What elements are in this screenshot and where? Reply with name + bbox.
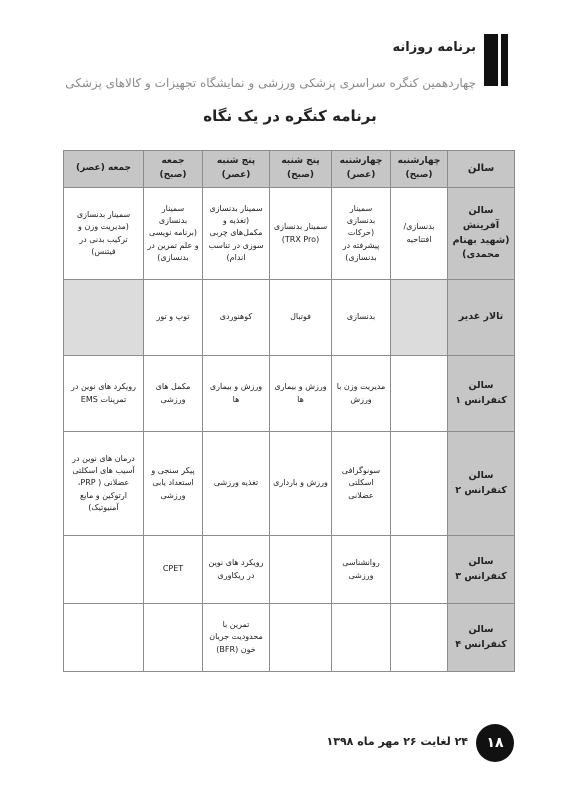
column-header: پنج شنبه (عصر)	[203, 151, 270, 188]
page-header	[0, 0, 580, 100]
table-cell-empty	[270, 536, 332, 604]
table-cell: فوتبال	[270, 280, 332, 356]
table-cell: تغذیه ورزشی	[203, 432, 270, 536]
table-cell: سمینار بدنسازی (برنامه نویسی و علم تمرین در بدنسازی)	[144, 188, 203, 280]
table-row	[64, 536, 515, 604]
footer-date: ۲۴ لغایت ۲۶ مهر ماه ۱۳۹۸	[326, 735, 468, 748]
page-number-badge	[476, 724, 514, 762]
page-title: برنامه کنگره در یک نگاه	[203, 107, 377, 125]
table-cell: تمرین با محدودیت جریان خون (BFR)	[203, 604, 270, 672]
table-cell: بدنسازی	[332, 280, 391, 356]
table-row	[64, 356, 515, 432]
table-cell: سمینار بدنسازی (مدیریت وزن و ترکیب بدنی در فیتنس)	[64, 188, 144, 280]
table-cell: درمان های نوین در آسیب های اسکلتی عضلانی ( PRP، ارتوکین و مایع آمنیوتیک)	[64, 432, 144, 536]
hall-name: سالن آفرینش (شهید بهنام محمدی)	[448, 188, 515, 280]
table-row	[64, 188, 515, 280]
page-number: ۱۸	[486, 735, 504, 751]
table-cell-empty	[391, 604, 448, 672]
table-cell: سونوگرافی اسکلتی عضلانی	[332, 432, 391, 536]
table-cell: بدنسازی/ افتتاحیه	[391, 188, 448, 280]
column-header: چهارشنبه (عصر)	[332, 151, 391, 188]
table-cell-empty	[64, 604, 144, 672]
table-cell: پیکر سنجی و استعداد یابی ورزشی	[144, 432, 203, 536]
column-header: پنج شنبه (صبح)	[270, 151, 332, 188]
hall-name: تالار غدیر	[448, 280, 515, 356]
table-cell: مکمل های ورزشی	[144, 356, 203, 432]
column-header: چهارشنبه (صبح)	[391, 151, 448, 188]
table-header-row	[64, 151, 515, 188]
table-cell: روانشناسی ورزشی	[332, 536, 391, 604]
schedule-table	[63, 150, 515, 672]
table-cell: سمینار بدنسازی (TRX Pro)	[270, 188, 332, 280]
table-cell-empty	[144, 604, 203, 672]
header-title: برنامه روزانه	[392, 40, 476, 55]
header-bar-graphic-thin	[501, 34, 508, 86]
table-cell: سمینار بدنسازی (حرکات پیشرفته در بدنسازی)	[332, 188, 391, 280]
table-cell-empty	[332, 604, 391, 672]
table-row	[64, 280, 515, 356]
table-cell: توپ و تور	[144, 280, 203, 356]
table-cell-empty	[391, 432, 448, 536]
table-cell-empty	[64, 280, 144, 356]
table-cell-empty	[64, 536, 144, 604]
hall-name: سالن کنفرانس ۲	[448, 432, 515, 536]
table-cell: رویکرد های نوین در تمرینات EMS	[64, 356, 144, 432]
table-cell-empty	[391, 280, 448, 356]
table-row	[64, 432, 515, 536]
table-cell-empty	[391, 356, 448, 432]
column-header-hall: سالن	[448, 151, 515, 188]
table-cell: رویکرد های نوین در ریکاوری	[203, 536, 270, 604]
table-cell: مدیریت وزن با ورزش	[332, 356, 391, 432]
table-cell: CPET	[144, 536, 203, 604]
header-bar-graphic	[484, 34, 498, 86]
table-cell: ورزش و بیماری ها	[203, 356, 270, 432]
header-subtitle: چهاردهمین کنگره سراسری پزشکی ورزشی و نمایشگاه تجهیزات و کالاهای پزشکی	[65, 76, 476, 90]
table-cell-empty	[391, 536, 448, 604]
table-cell: کوهنوردی	[203, 280, 270, 356]
table-cell: ورزش و بارداری	[270, 432, 332, 536]
table-row	[64, 604, 515, 672]
column-header: جمعه (صبح)	[144, 151, 203, 188]
column-header: جمعه (عصر)	[64, 151, 144, 188]
hall-name: سالن کنفرانس ۳	[448, 536, 515, 604]
hall-name: سالن کنفرانس ۴	[448, 604, 515, 672]
table-cell: ورزش و بیماری ها	[270, 356, 332, 432]
hall-name: سالن کنفرانس ۱	[448, 356, 515, 432]
table-cell: سمینار بدنسازی (تغذیه و مکمل‌های چربی سوزی در تناسب اندام)	[203, 188, 270, 280]
table-cell-empty	[270, 604, 332, 672]
